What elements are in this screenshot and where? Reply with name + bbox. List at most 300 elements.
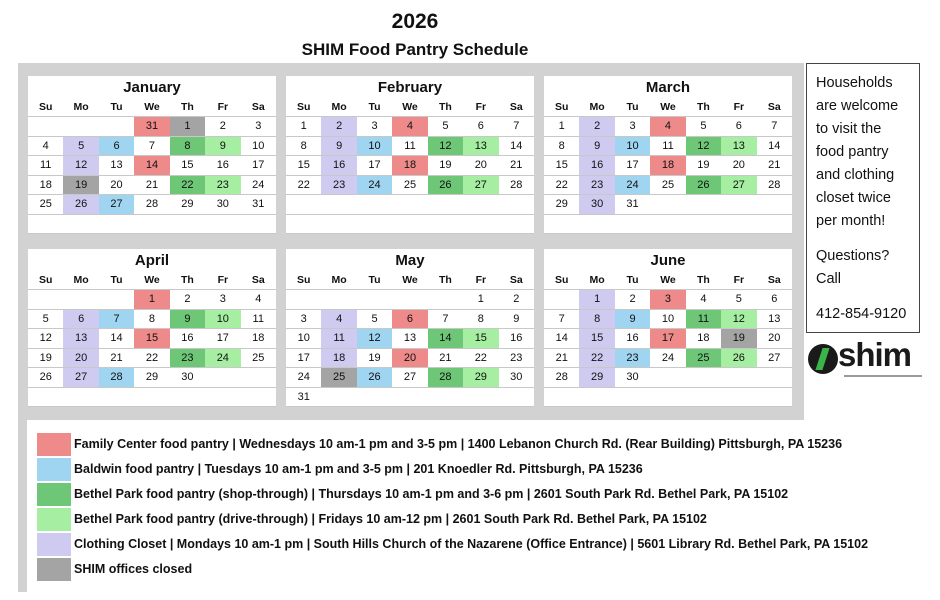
day-cell — [99, 290, 134, 310]
shim-logo — [808, 336, 924, 380]
day-cell: 22 — [134, 348, 169, 368]
day-cell: 10 — [205, 309, 240, 329]
day-cell — [321, 387, 356, 407]
day-cell: 19 — [63, 175, 98, 195]
day-cell: 9 — [205, 136, 240, 156]
day-cell: 16 — [205, 156, 240, 176]
day-cell — [170, 214, 205, 234]
day-cell — [392, 387, 427, 407]
day-cell: 3 — [241, 117, 276, 137]
day-cell — [650, 195, 685, 215]
day-cell — [757, 368, 792, 388]
week-row — [286, 117, 534, 137]
week-row — [544, 136, 792, 156]
day-cell: 8 — [463, 309, 498, 329]
weekday-header: Su — [28, 271, 63, 290]
legend-label: Bethel Park food pantry (drive-through) | Fridays 10 am-12 pm | 2601 South Park Rd. Bethel Park, PA 15102 — [74, 512, 707, 526]
legend-label: Baldwin food pantry | Tuesdays 10 am-1 pm and 3-5 pm | 201 Knoedler Rd. Pittsburgh, PA 15236 — [74, 462, 643, 476]
day-cell: 20 — [63, 348, 98, 368]
day-cell: 17 — [615, 156, 650, 176]
day-cell: 13 — [721, 136, 756, 156]
day-cell: 16 — [170, 329, 205, 349]
weekday-header: Mo — [63, 271, 98, 290]
day-cell: 2 — [615, 290, 650, 310]
day-cell: 8 — [579, 309, 614, 329]
day-cell: 23 — [499, 348, 534, 368]
weekday-header: Fr — [205, 271, 240, 290]
week-row — [28, 348, 276, 368]
day-cell: 14 — [428, 329, 463, 349]
weekday-header: Th — [686, 271, 721, 290]
day-cell: 18 — [28, 175, 63, 195]
day-cell: 10 — [286, 329, 321, 349]
day-cell: 16 — [579, 156, 614, 176]
day-cell: 19 — [721, 329, 756, 349]
day-cell: 3 — [357, 117, 392, 137]
day-cell — [615, 214, 650, 234]
day-cell: 22 — [544, 175, 579, 195]
day-cell: 11 — [686, 309, 721, 329]
welcome-line: and clothing — [816, 167, 895, 183]
day-cell: 10 — [357, 136, 392, 156]
day-cell: 1 — [544, 117, 579, 137]
day-cell: 4 — [392, 117, 427, 137]
month-march — [544, 76, 792, 234]
day-cell: 10 — [615, 136, 650, 156]
logo-text: shim — [838, 336, 912, 373]
day-cell: 27 — [757, 348, 792, 368]
day-cell: 28 — [499, 175, 534, 195]
day-cell: 30 — [170, 368, 205, 388]
day-cell: 13 — [392, 329, 427, 349]
weekday-header: We — [392, 98, 427, 117]
day-cell: 26 — [428, 175, 463, 195]
day-cell — [28, 387, 63, 407]
day-cell: 4 — [686, 290, 721, 310]
day-cell: 6 — [757, 290, 792, 310]
day-cell: 3 — [650, 290, 685, 310]
day-cell: 6 — [99, 136, 134, 156]
week-row — [286, 136, 534, 156]
day-cell — [357, 214, 392, 234]
day-cell — [650, 387, 685, 407]
logo-tagline-bar — [844, 375, 922, 377]
day-cell: 7 — [499, 117, 534, 137]
weekday-header: Tu — [357, 98, 392, 117]
day-cell: 23 — [170, 348, 205, 368]
day-cell: 13 — [99, 156, 134, 176]
legend-swatch — [37, 483, 71, 506]
month-title: May — [395, 252, 425, 269]
day-cell: 4 — [28, 136, 63, 156]
week-row — [286, 214, 534, 234]
day-cell: 18 — [686, 329, 721, 349]
day-cell — [392, 195, 427, 215]
day-cell: 25 — [392, 175, 427, 195]
week-row — [286, 329, 534, 349]
day-cell: 20 — [721, 156, 756, 176]
day-cell: 6 — [392, 309, 427, 329]
legend-item-bd — [37, 508, 807, 532]
day-cell — [499, 195, 534, 215]
day-cell: 16 — [615, 329, 650, 349]
weekday-header: Th — [170, 98, 205, 117]
legend-swatch — [37, 533, 71, 556]
day-cell: 17 — [241, 156, 276, 176]
day-cell: 25 — [321, 368, 356, 388]
day-cell — [205, 368, 240, 388]
day-cell — [544, 387, 579, 407]
day-cell: 12 — [428, 136, 463, 156]
day-cell: 1 — [170, 117, 205, 137]
day-cell: 29 — [544, 195, 579, 215]
day-cell: 17 — [357, 156, 392, 176]
day-cell — [28, 117, 63, 137]
day-cell — [721, 368, 756, 388]
weekday-header: Tu — [99, 98, 134, 117]
week-row — [544, 348, 792, 368]
weekday-header: Fr — [721, 98, 756, 117]
day-cell: 4 — [650, 117, 685, 137]
day-cell — [428, 387, 463, 407]
welcome-line: Households — [816, 75, 893, 91]
day-cell: 7 — [757, 117, 792, 137]
day-cell: 15 — [544, 156, 579, 176]
legend-swatch — [37, 458, 71, 481]
day-cell: 21 — [544, 348, 579, 368]
week-row — [286, 156, 534, 176]
day-cell: 23 — [579, 175, 614, 195]
weekday-header: Sa — [757, 271, 792, 290]
day-cell — [63, 214, 98, 234]
day-cell — [357, 195, 392, 215]
legend-label: Bethel Park food pantry (shop-through) | Thursdays 10 am-1 pm and 3-6 pm | 2601 South Park Rd. Bethel Park, PA 15102 — [74, 487, 789, 501]
day-cell — [63, 387, 98, 407]
weekday-header: Sa — [499, 271, 534, 290]
welcome-line: food pantry — [816, 144, 889, 160]
day-cell: 7 — [428, 309, 463, 329]
day-cell: 16 — [499, 329, 534, 349]
day-cell — [99, 214, 134, 234]
weekday-header: Tu — [615, 271, 650, 290]
questions-line: Questions? — [816, 248, 890, 264]
day-cell — [392, 290, 427, 310]
day-cell — [463, 214, 498, 234]
day-cell — [428, 214, 463, 234]
welcome-line: per month! — [816, 213, 886, 229]
day-cell: 14 — [757, 136, 792, 156]
weekday-header: We — [650, 271, 685, 290]
day-cell: 5 — [28, 309, 63, 329]
day-cell — [686, 195, 721, 215]
day-cell — [241, 387, 276, 407]
day-cell: 9 — [579, 136, 614, 156]
day-cell: 31 — [286, 387, 321, 407]
day-cell — [205, 387, 240, 407]
questions-line: Call — [816, 271, 841, 287]
day-cell — [686, 387, 721, 407]
day-cell: 4 — [241, 290, 276, 310]
day-cell: 24 — [241, 175, 276, 195]
day-cell: 17 — [205, 329, 240, 349]
legend — [18, 420, 869, 592]
day-cell: 16 — [321, 156, 356, 176]
weekday-header: Fr — [463, 98, 498, 117]
day-cell: 28 — [428, 368, 463, 388]
day-cell — [579, 214, 614, 234]
day-cell — [63, 117, 98, 137]
day-cell: 19 — [28, 348, 63, 368]
day-cell — [28, 290, 63, 310]
week-row — [28, 156, 276, 176]
month-grid — [286, 271, 534, 407]
day-cell: 15 — [579, 329, 614, 349]
day-cell: 30 — [615, 368, 650, 388]
day-cell: 24 — [286, 368, 321, 388]
day-cell — [321, 214, 356, 234]
day-cell: 20 — [463, 156, 498, 176]
week-row — [28, 290, 276, 310]
day-cell: 3 — [615, 117, 650, 137]
day-cell: 26 — [63, 195, 98, 215]
day-cell: 5 — [357, 309, 392, 329]
day-cell: 3 — [205, 290, 240, 310]
day-cell: 2 — [170, 290, 205, 310]
day-cell: 5 — [721, 290, 756, 310]
weekday-header: Mo — [321, 98, 356, 117]
weekday-header: Th — [428, 271, 463, 290]
day-cell: 23 — [615, 348, 650, 368]
weekday-header: Fr — [463, 271, 498, 290]
weekday-header: Tu — [615, 98, 650, 117]
day-cell: 12 — [28, 329, 63, 349]
day-cell: 23 — [205, 175, 240, 195]
day-cell: 15 — [134, 329, 169, 349]
day-cell — [205, 214, 240, 234]
day-cell: 21 — [757, 156, 792, 176]
day-cell: 26 — [686, 175, 721, 195]
month-june — [544, 249, 792, 407]
welcome-text — [816, 72, 913, 233]
day-cell: 12 — [686, 136, 721, 156]
day-cell: 20 — [757, 329, 792, 349]
day-cell: 26 — [357, 368, 392, 388]
legend-swatch — [37, 558, 71, 581]
day-cell — [579, 387, 614, 407]
welcome-line: to visit the — [816, 121, 882, 137]
day-cell: 11 — [28, 156, 63, 176]
day-cell: 29 — [579, 368, 614, 388]
day-cell: 20 — [392, 348, 427, 368]
day-cell: 4 — [321, 309, 356, 329]
info-box — [806, 63, 920, 333]
day-cell: 31 — [615, 195, 650, 215]
day-cell: 18 — [321, 348, 356, 368]
weekday-header: We — [134, 271, 169, 290]
day-cell: 14 — [499, 136, 534, 156]
weekday-header: Su — [544, 98, 579, 117]
day-cell: 30 — [579, 195, 614, 215]
day-cell: 8 — [170, 136, 205, 156]
day-cell: 9 — [499, 309, 534, 329]
week-row — [28, 387, 276, 407]
day-cell: 24 — [205, 348, 240, 368]
month-may — [286, 249, 534, 407]
day-cell: 29 — [170, 195, 205, 215]
day-cell: 22 — [286, 175, 321, 195]
day-cell: 17 — [286, 348, 321, 368]
day-cell — [499, 387, 534, 407]
week-row — [286, 368, 534, 388]
day-cell — [286, 214, 321, 234]
day-cell — [357, 387, 392, 407]
phone-number: 412-854-9120 — [816, 306, 907, 322]
day-cell — [499, 214, 534, 234]
day-cell: 12 — [721, 309, 756, 329]
week-row — [28, 214, 276, 234]
week-row — [286, 195, 534, 215]
weekday-header: Su — [28, 98, 63, 117]
week-row — [544, 309, 792, 329]
day-cell: 30 — [205, 195, 240, 215]
day-cell: 8 — [286, 136, 321, 156]
day-cell: 17 — [650, 329, 685, 349]
day-cell: 14 — [134, 156, 169, 176]
month-april — [28, 249, 276, 407]
day-cell: 21 — [99, 348, 134, 368]
day-cell: 12 — [357, 329, 392, 349]
weekday-header: We — [392, 271, 427, 290]
day-cell — [286, 195, 321, 215]
week-row — [286, 175, 534, 195]
day-cell: 12 — [63, 156, 98, 176]
day-cell: 23 — [321, 175, 356, 195]
week-row — [544, 368, 792, 388]
day-cell — [721, 387, 756, 407]
weekday-header: Fr — [205, 98, 240, 117]
day-cell: 5 — [686, 117, 721, 137]
day-cell — [63, 290, 98, 310]
day-cell: 11 — [321, 329, 356, 349]
day-cell — [650, 368, 685, 388]
day-cell — [392, 214, 427, 234]
day-cell: 18 — [392, 156, 427, 176]
week-row — [286, 290, 534, 310]
legend-item-bw — [37, 458, 807, 482]
weekday-header: Sa — [241, 98, 276, 117]
day-cell: 21 — [134, 175, 169, 195]
weekday-header: Fr — [721, 271, 756, 290]
month-title: January — [123, 79, 181, 96]
legend-item-bs — [37, 483, 807, 507]
day-cell — [99, 387, 134, 407]
month-grid — [544, 98, 792, 234]
day-cell: 18 — [650, 156, 685, 176]
day-cell: 27 — [463, 175, 498, 195]
month-grid — [286, 98, 534, 234]
day-cell: 19 — [428, 156, 463, 176]
day-cell: 9 — [170, 309, 205, 329]
day-cell: 1 — [286, 117, 321, 137]
day-cell: 2 — [321, 117, 356, 137]
week-row — [544, 387, 792, 407]
day-cell — [357, 290, 392, 310]
day-cell — [321, 195, 356, 215]
month-title: March — [645, 79, 691, 96]
day-cell: 15 — [170, 156, 205, 176]
weekday-header: Sa — [757, 98, 792, 117]
week-row — [28, 117, 276, 137]
weekday-header: Th — [170, 271, 205, 290]
day-cell: 11 — [241, 309, 276, 329]
month-title: April — [134, 252, 170, 269]
day-cell: 30 — [499, 368, 534, 388]
day-cell: 21 — [428, 348, 463, 368]
weekday-header: Mo — [579, 271, 614, 290]
week-row — [28, 195, 276, 215]
week-row — [544, 195, 792, 215]
day-cell — [428, 290, 463, 310]
day-cell — [463, 195, 498, 215]
day-cell: 14 — [99, 329, 134, 349]
week-row — [286, 348, 534, 368]
day-cell — [241, 214, 276, 234]
day-cell: 1 — [463, 290, 498, 310]
page-title: SHIM Food Pantry Schedule — [301, 40, 529, 59]
day-cell: 26 — [28, 368, 63, 388]
weekday-header: We — [134, 98, 169, 117]
weekday-header: Sa — [499, 98, 534, 117]
week-row — [286, 309, 534, 329]
welcome-line: closet twice — [816, 190, 891, 206]
weekday-header: Mo — [579, 98, 614, 117]
day-cell: 24 — [650, 348, 685, 368]
day-cell: 1 — [134, 290, 169, 310]
month-february — [286, 76, 534, 234]
month-title: June — [650, 252, 686, 269]
legend-swatch — [37, 433, 71, 456]
day-cell — [463, 387, 498, 407]
day-cell — [241, 368, 276, 388]
day-cell: 25 — [28, 195, 63, 215]
day-cell: 22 — [170, 175, 205, 195]
day-cell: 13 — [63, 329, 98, 349]
day-cell: 31 — [241, 195, 276, 215]
month-grid — [544, 271, 792, 407]
week-row — [28, 368, 276, 388]
day-cell — [544, 214, 579, 234]
day-cell: 6 — [63, 309, 98, 329]
day-cell — [757, 387, 792, 407]
month-title: February — [377, 79, 443, 96]
day-cell — [721, 195, 756, 215]
year-heading: 2026 — [391, 10, 439, 33]
legend-label: Family Center food pantry | Wednesdays 10 am-1 pm and 3-5 pm | 1400 Lebanon Church Rd. (Rear Building) Pittsburgh, PA 15236 — [74, 437, 843, 451]
day-cell — [721, 214, 756, 234]
day-cell — [615, 387, 650, 407]
day-cell — [757, 195, 792, 215]
legend-label: Clothing Closet | Mondays 10 am-1 pm | South Hills Church of the Nazarene (Office Entrance) | 5601 Library Rd. Bethel Park, PA 15102 — [74, 537, 869, 551]
month-january — [28, 76, 276, 234]
weekday-header: Tu — [357, 271, 392, 290]
day-cell: 9 — [321, 136, 356, 156]
day-cell: 11 — [392, 136, 427, 156]
weekday-header: Mo — [321, 271, 356, 290]
week-row — [28, 329, 276, 349]
day-cell: 10 — [241, 136, 276, 156]
week-row — [544, 117, 792, 137]
day-cell: 6 — [463, 117, 498, 137]
